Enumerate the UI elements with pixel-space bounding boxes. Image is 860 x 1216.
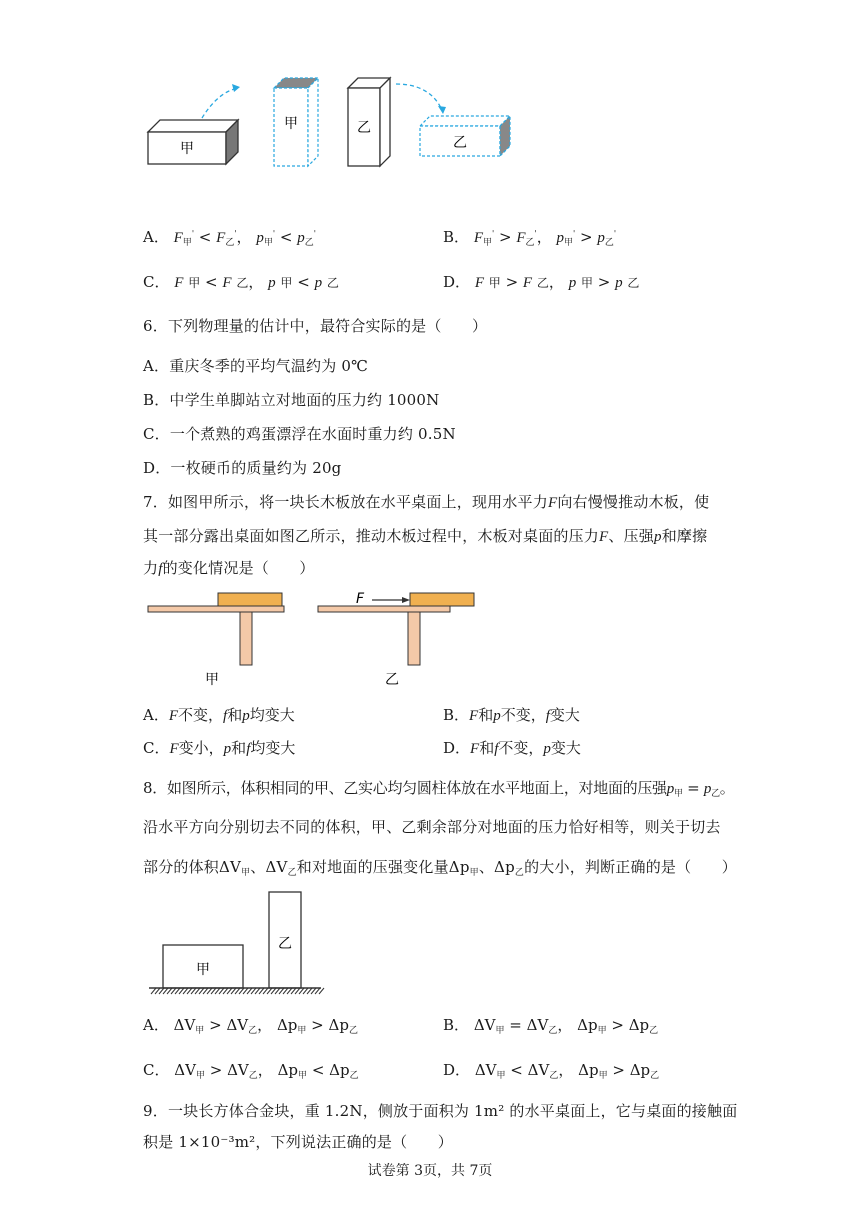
figure-q5-blocks <box>140 70 520 175</box>
fig5-label-yi: 乙 <box>357 120 371 136</box>
q7-option-a[interactable]: A．F不变，f和p均变大 <box>143 706 295 724</box>
q5-option-d[interactable]: D． F 甲 > F 乙， p 甲 > p 乙 <box>443 273 640 291</box>
fig5-label-yi-horizontal: 乙 <box>453 135 467 151</box>
q8-option-b[interactable]: B． $\Delta V_甲 = \Delta V_乙$， $\Delta p_甲 > \Delta p_乙$ <box>443 1016 659 1036</box>
fig8-label-jia: 甲 <box>196 962 210 978</box>
q6-stem: 6．下列物理量的估计中，最符合实际的是（ ） <box>143 317 488 335</box>
q8-stem-line3: 部分的体积$\Delta V_甲$、$\Delta V_乙$和对地面的压强变化量$\Delta p_甲$、$\Delta p_乙$的大小，判断正确的是（ ） <box>143 858 737 878</box>
q7-stem-line3: 力f的变化情况是（ ） <box>143 559 315 577</box>
q5-option-a[interactable]: A． $F_甲' < F_乙'$， $p_甲' < p_乙'$ <box>143 228 316 248</box>
figure-q7-board-table <box>140 585 490 690</box>
figure-q8-cylinders <box>145 886 325 1000</box>
q8-option-a[interactable]: A． $\Delta V_甲 > \Delta V_乙$， $\Delta p_甲 > \Delta p_乙$ <box>143 1016 358 1036</box>
q9-stem-line2: 积是 1×10⁻³m²，下列说法正确的是（ ） <box>143 1133 453 1151</box>
fig5-label-jia: 甲 <box>180 141 194 157</box>
fig7-label-force: F <box>356 591 365 607</box>
q8-option-c[interactable]: C． $\Delta V_甲 > \Delta V_乙$， $\Delta p_甲 < \Delta p_乙$ <box>143 1061 359 1081</box>
q9-stem-line1: 9．一块长方体合金块，重 1.2N，侧放于面积为 1m² 的水平桌面上，它与桌面的接触面 <box>143 1102 738 1120</box>
q7-stem-line2: 其一部分露出桌面如图乙所示，推动木板过程中，木板对桌面的压力F、压强p和摩擦 <box>143 527 708 545</box>
q7-option-c[interactable]: C．F变小，p和f均变大 <box>143 739 296 757</box>
fig8-label-yi: 乙 <box>278 936 292 952</box>
fig7-label-yi: 乙 <box>385 672 399 688</box>
q6-option-c[interactable]: C．一个煮熟的鸡蛋漂浮在水面时重力约 0.5N <box>143 425 456 443</box>
fig5-label-jia-vertical: 甲 <box>284 116 298 132</box>
q5-option-b[interactable]: B． $F_甲' > F_乙'$， $p_甲' > p_乙'$ <box>443 228 617 248</box>
page-footer: 试卷第 3页，共 7页 <box>367 1163 493 1179</box>
q6-option-b[interactable]: B．中学生单脚站立对地面的压力约 1000N <box>143 391 440 409</box>
q7-option-d[interactable]: D．F和f不变，p变大 <box>443 739 581 757</box>
q8-stem-line1: 8．如图所示，体积相同的甲、乙实心均匀圆柱体放在水平地面上，对地面的压强$p_甲 = p_乙$。 <box>143 779 735 799</box>
q6-option-d[interactable]: D．一枚硬币的质量约为 20g <box>143 459 342 477</box>
q8-option-d[interactable]: D． $\Delta V_甲 < \Delta V_乙$， $\Delta p_甲 > \Delta p_乙$ <box>443 1061 660 1081</box>
fig7-label-jia: 甲 <box>205 672 219 688</box>
q6-option-a[interactable]: A．重庆冬季的平均气温约为 0℃ <box>143 357 369 375</box>
q8-stem-line2: 沿水平方向分别切去不同的体积，甲、乙剩余部分对地面的压力恰好相等，则关于切去 <box>143 818 721 836</box>
q5-option-c[interactable]: C． F 甲 < F 乙， p 甲 < p 乙 <box>143 273 339 291</box>
q7-option-b[interactable]: B．F和p不变，f变大 <box>443 706 580 724</box>
q7-stem-line1: 7．如图甲所示，将一块长木板放在水平桌面上，现用水平力F向右慢慢推动木板，使 <box>143 493 710 511</box>
